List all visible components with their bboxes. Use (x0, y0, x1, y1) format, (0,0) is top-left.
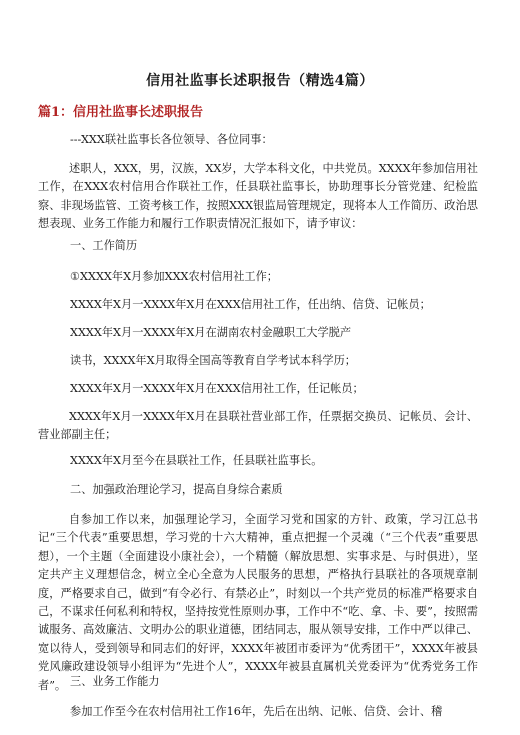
resume-item: XXXX年X月一XXXX年X月在湖南农村金融职工大学脱产 (70, 326, 352, 339)
resume-item: 读书，XXXX年X月取得全国高等教育自学考试本科学历； (70, 354, 356, 367)
document-title: 信用社监事长述职报告（精选4篇） (146, 73, 374, 89)
resume-item: XXXX年X月至今在县联社工作，任县联社监事长。 (70, 454, 323, 467)
section-heading-politics: 二、加强政治理论学习，提高自身综合素质 (70, 483, 283, 496)
intro-paragraph: 述职人，XXX，男，汉族，XX岁，大学本科文化，中共党员。XXXX年参加信用社工作，在XXX农村信用合作联社工作，任县联社监事长，协助理事长分管党建、纪检监察、非现场监管、工资考核工作，按照XXX银监局管理规定，现将本人工作简历、政治思想表现、业务工作能力和履行工作职责情况汇报如下，请予审议： (38, 162, 478, 231)
resume-item: XXXX年X月一XXXX年X月在XXX信用社工作，任记帐员； (70, 382, 364, 395)
politics-paragraph: 自参加工作以来，加强理论学习，全面学习党和国家的方针、政策，学习江总书记“三个代表”重要思想，学习党的十六大精神，重点把握一个灵魂（“三个代表”重要思想），一个主题（全面建设小康社会），一个精髓（解放思想、实事求是、与时俱进），坚定共产主义理想信念，树立全心全意为人民服务的思想，严格执行县联社的各项规章制度，严格要求自己，做到“有令必行、有禁必止”，时刻以一个共产党员的标准严格要求自己，不谋求任何私利和特权，坚持按党性原则办事，工作中不“吃、拿、卡、要”，按照需诚服务、高效廉洁、文明办公的职业道德，团结同志，服从领导安排，工作中严以律己、宽以待人，受到领导和同志们的好评，XXXX年被团市委评为“优秀团干”，XXXX年被县党风廉政建设领导小组评为“先进个人”，XXXX年被县直属机关党委评为“优秀党务工作者”。 (38, 513, 478, 692)
article-heading: 篇1：信用社监事长述职报告 (38, 105, 204, 120)
section-heading-resume: 一、工作简历 (70, 239, 138, 252)
resume-item: XXXX年X月一XXXX年X月在XXX信用社工作，任出纳、信贷、记帐员； (70, 298, 431, 311)
work-paragraph: 参加工作至今在农村信用社工作16年，先后在出纳、记帐、信贷、会计、稽 (70, 705, 443, 718)
section-heading-work: 三、业务工作能力 (70, 675, 160, 688)
resume-item: ①XXXX年X月参加XXX农村信用社工作； (70, 270, 278, 283)
greeting: ---XXX联社监事长各位领导、各位同事： (70, 133, 273, 146)
resume-item: XXXX年X月一XXXX年X月在县联社营业部工作，任票据交换员、记帐员、会计、营业部副主任； (38, 410, 478, 442)
